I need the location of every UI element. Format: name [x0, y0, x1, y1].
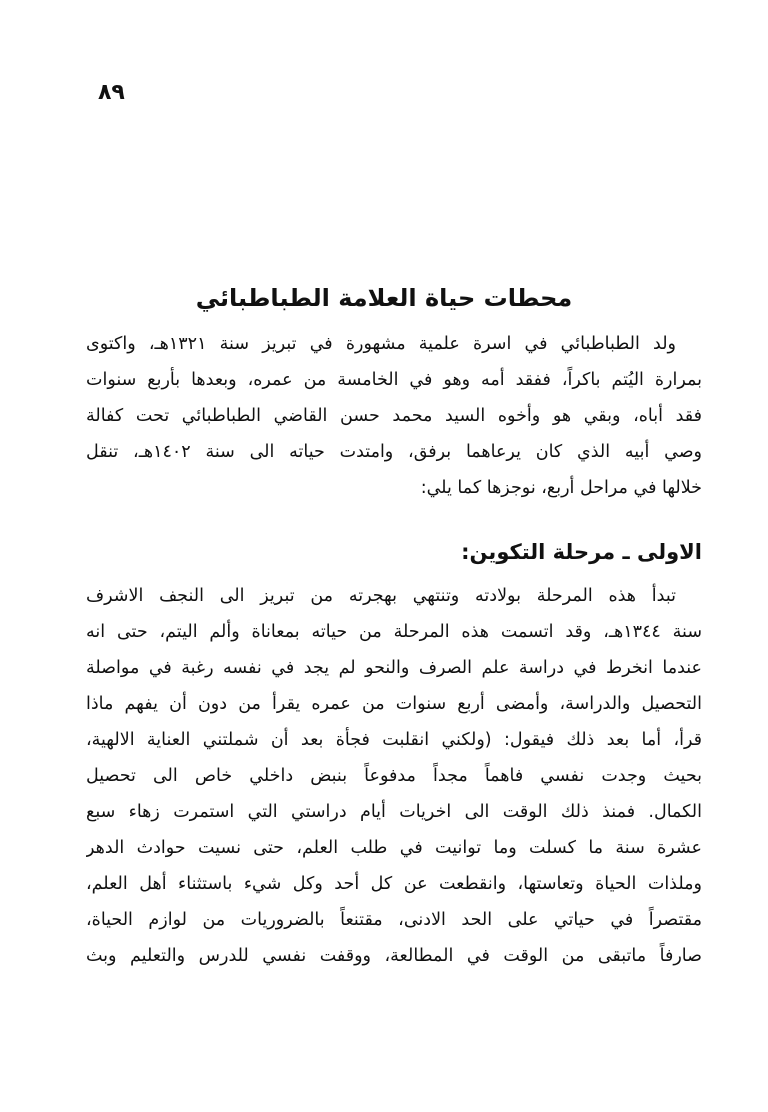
intro-paragraph	[86, 326, 702, 506]
page-number: ٨٩	[98, 80, 125, 105]
paragraph-line: تبدأ هذه المرحلة بولادته وتنتهي بهجرته من تبريز الى النجف الاشرف	[86, 586, 676, 606]
paragraph-line: سنة ١٣٤٤هـ، وقد اتسمت هذه المرحلة من حياته بمعاناة وألم اليتم، حتى انه	[86, 622, 702, 642]
paragraph-line: خلالها في مراحل أربع، نوجزها كما يلي:	[420, 478, 702, 498]
paragraph-line: وصي أبيه الذي كان يرعاهما برفق، وامتدت حياته الى سنة ١٤٠٢هـ، تنقل	[86, 442, 702, 462]
paragraph-line: وملذات الحياة وتعاستها، وانقطعت عن كل أحد وكل شيء باستثناء أهل العلم،	[86, 874, 702, 894]
paragraph-line: التحصيل والدراسة، وأمضى أربع سنوات من عمره يقرأ من دون أن يفهم ماذا	[86, 694, 702, 714]
paragraph-line: عندما انخرط في دراسة علم الصرف والنحو لم يجد في نفسه رغبة في مواصلة	[86, 658, 702, 678]
paragraph-line: صارفاً ماتبقى من الوقت في المطالعة، ووقفت نفسي للدرس والتعليم وبث	[86, 946, 702, 966]
paragraph-line: قرأ، أما بعد ذلك فيقول: (ولكني انقلبت فجأة بعد أن شملتني العناية الالهية،	[86, 730, 702, 750]
section-paragraph	[86, 578, 702, 974]
paragraph-line: عشرة سنة ما كسلت وما توانيت في طلب العلم، حتى نسيت حوادث الدهر	[86, 838, 702, 858]
paragraph-line: مقتصراً في حياتي على الحد الادنى، مقتنعاً بالضروريات من لوازم الحياة،	[86, 910, 702, 930]
section-heading: الاولى ـ مرحلة التكوين:	[461, 540, 702, 564]
chapter-title: محطات حياة العلامة الطباطبائي	[195, 284, 573, 312]
paragraph-line: الكمال. فمنذ ذلك الوقت الى اخريات أيام دراستي التي استمرت زهاء سبع	[86, 802, 702, 822]
paragraph-line: بحيث وجدت نفسي فاهماً مجداً مدفوعاً بنبض داخلي خاص الى تحصيل	[86, 766, 702, 786]
paragraph-line: ولد الطباطبائي في اسرة علمية مشهورة في تبريز سنة ١٣٢١هـ، واكتوى	[86, 334, 676, 354]
paragraph-line: بمرارة اليُتم باكراً، ففقد أمه وهو في الخامسة من عمره، وبعدها بأربع سنوات	[86, 370, 702, 390]
paragraph-line: فقد أباه، وبقي هو وأخوه السيد محمد حسن القاضي الطباطبائي تحت كفالة	[86, 406, 702, 426]
